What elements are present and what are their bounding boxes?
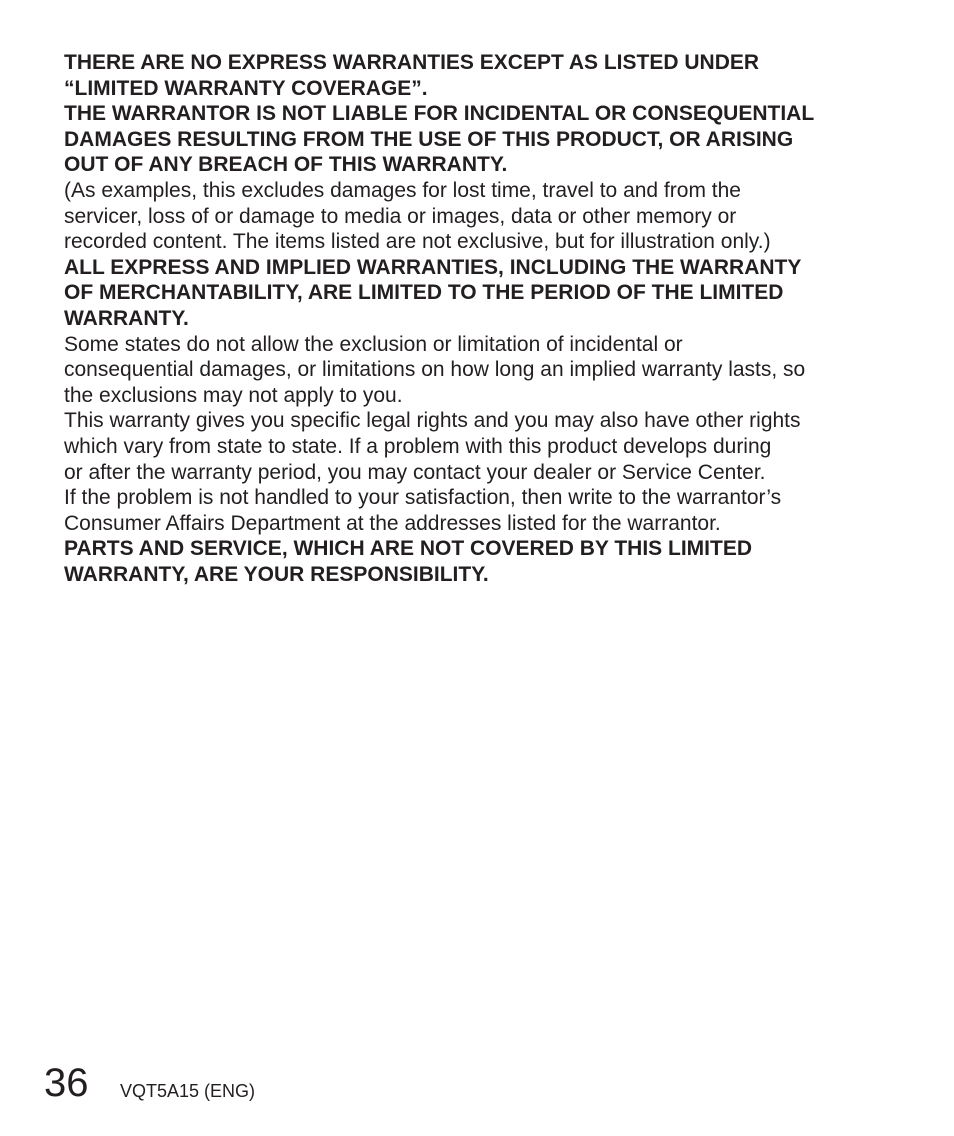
implied-warranties-line-3: WARRANTY. [64, 306, 189, 330]
examples-line-2: servicer, loss of or damage to media or images, data or other memory or [64, 204, 737, 228]
document-code: VQT5A15 (ENG) [120, 1081, 256, 1101]
legal-rights-line-2: which vary from state to state. If a problem with this product develops during [64, 434, 772, 458]
examples-line-3: recorded content. The items listed are not exclusive, but for illustration only.) [64, 230, 771, 254]
not-liable-line-3: OUT OF ANY BREACH OF THIS WARRANTY. [64, 153, 508, 177]
no-express-warranties-line-1: THERE ARE NO EXPRESS WARRANTIES EXCEPT AS LISTED UNDER [64, 51, 760, 74]
state-exclusions-line-1: Some states do not allow the exclusion or limitation of incidental or [64, 332, 683, 356]
warranty-text [64, 50, 884, 587]
legal-rights-line-3: or after the warranty period, you may contact your dealer or Service Center. [64, 460, 766, 484]
implied-warranties-line-1: ALL EXPRESS AND IMPLIED WARRANTIES, INCLUDING THE WARRANTY [64, 255, 802, 279]
no-express-warranties-line-2: “LIMITED WARRANTY COVERAGE”. [64, 76, 428, 100]
legal-rights-line-4: If the problem is not handled to your satisfaction, then write to the warrantor’s [64, 486, 782, 510]
not-liable-line-2: DAMAGES RESULTING FROM THE USE OF THIS PRODUCT, OR ARISING [64, 127, 794, 151]
parts-and-service-line-2: WARRANTY, ARE YOUR RESPONSIBILITY. [64, 562, 489, 586]
implied-warranties-line-2: OF MERCHANTABILITY, ARE LIMITED TO THE PERIOD OF THE LIMITED [64, 281, 784, 305]
not-liable-line-1: THE WARRANTOR IS NOT LIABLE FOR INCIDENTAL OR CONSEQUENTIAL [64, 102, 815, 126]
state-exclusions-line-2: consequential damages, or limitations on how long an implied warranty lasts, so [64, 358, 806, 382]
state-exclusions-line-3: the exclusions may not apply to you. [64, 383, 403, 407]
page-number: 36 [44, 1061, 89, 1105]
parts-and-service-line-1: PARTS AND SERVICE, WHICH ARE NOT COVERED BY THIS LIMITED [64, 537, 752, 561]
examples-line-1: (As examples, this excludes damages for lost time, travel to and from the [64, 178, 741, 202]
legal-rights-line-5: Consumer Affairs Department at the addresses listed for the warrantor. [64, 511, 721, 535]
legal-rights-line-1: This warranty gives you specific legal rights and you may also have other rights [64, 409, 801, 433]
